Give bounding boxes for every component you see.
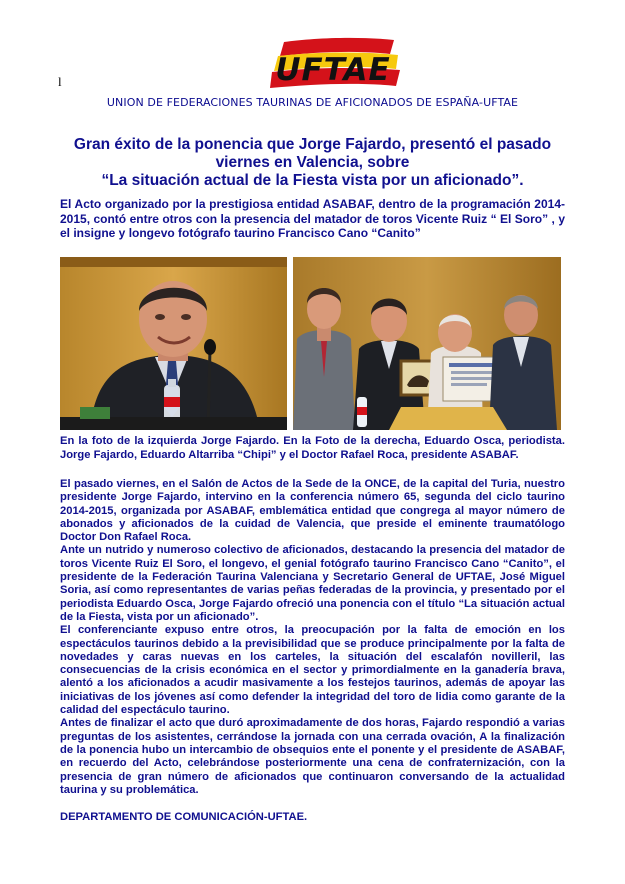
body-paragraph: El conferenciante expuso entre otros, la preocupación por la falta de emoción en los espectáculos taurinos debido a la previsibilidad que se produce principalmente por la falta de novedades y caras nuevas en los carteles, la situación del escalafón novilleril, las consecuencias de la crisis económica en el sector y primordialmente en la ganadería brava, alentó a los aficionados a acudir masivamente a los festejos taurinos, además de apoyar las iniciativas de los jóvenes así como defender la integridad del toro de lidia como garante de la calidad del espectáculo taurino.: [60, 624, 565, 717]
title-line-3: “La situación actual de la Fiesta vista por un aficionado”.: [101, 172, 524, 189]
uftae-logo: [262, 36, 404, 94]
organization-heading: UNION DE FEDERACIONES TAURINAS DE AFICIONADOS DE ESPAÑA-UFTAE: [106, 96, 519, 109]
signature: DEPARTAMENTO DE COMUNICACIÓN-UFTAE.: [60, 811, 308, 823]
body-paragraph: El pasado viernes, en el Salón de Actos de la Sede de la ONCE, de la capital del Turia, nuestro presidente Jorge Fajardo, intervino en la conferencia número 65, segunda del ciclo taurino 2014-2015, organizada por ASABAF, emblemática entidad que congrega al mayor número de abonados y aficionados de la cuidad de Valencia, que preside el eminente traumatólogo Doctor Don Rafael Roca.: [60, 478, 565, 544]
body-paragraph: Antes de finalizar el acto que duró aproximadamente de dos horas, Fajardo respondió a varias preguntas de los asistentes, cerrándose la jornada con una cerrada ovación, A la finalización de la ponencia hubo un intercambio de obsequios ente el ponente y el presidente de ASABAF, en recuerdo del Acto, celebrándose posteriormente una cena de confraternización, con la presencia de gran número de aficionados que continuaron conversando de la actualidad taurina y su problemática.: [60, 717, 565, 796]
uftae-logo-graphic: [262, 36, 404, 94]
photo-group: [293, 257, 561, 430]
article-body: [60, 478, 565, 797]
photo-speaker: [60, 257, 287, 430]
photo-caption: En la foto de la izquierda Jorge Fajardo. En la Foto de la derecha, Eduardo Osca, periodista. Jorge Fajardo, Eduardo Altarriba “Chipi” y el Doctor Rafael Roca, presidente ASABAF.: [60, 435, 565, 461]
logo-wordmark: UFTAE: [275, 52, 391, 88]
body-paragraph: Ante un nutrido y numeroso colectivo de aficionados, destacando la presencia del matador de toros Vicente Ruiz El Soro, el longevo, el genial fotógrafo taurino Francisco Cano “Canito”, el presidente de la Federación Taurina Valenciana y Secretario General de UFTAE, José Miguel Soria, así como representantes de varias peñas federadas de la provincia, y presentado por el periodista Eduardo Osca, Jorge Fajardo ofreció una ponencia con el título “La situación actual de la Fiesta, vista por un aficionado”.: [60, 544, 565, 623]
page-marker: l: [58, 74, 62, 89]
intro-paragraph: El Acto organizado por la prestigiosa entidad ASABAF, dentro de la programación 2014-2015, contó entre otros con la presencia del matador de toros Vicente Ruiz “ El Soro” , y el insigne y longevo fotógrafo taurino Francisco Cano “Canito”: [60, 197, 565, 240]
article-title: [40, 136, 585, 190]
title-line-2: viernes en Valencia, sobre: [215, 154, 410, 171]
title-line-1: Gran éxito de la ponencia que Jorge Fajardo, presentó el pasado: [73, 136, 552, 153]
